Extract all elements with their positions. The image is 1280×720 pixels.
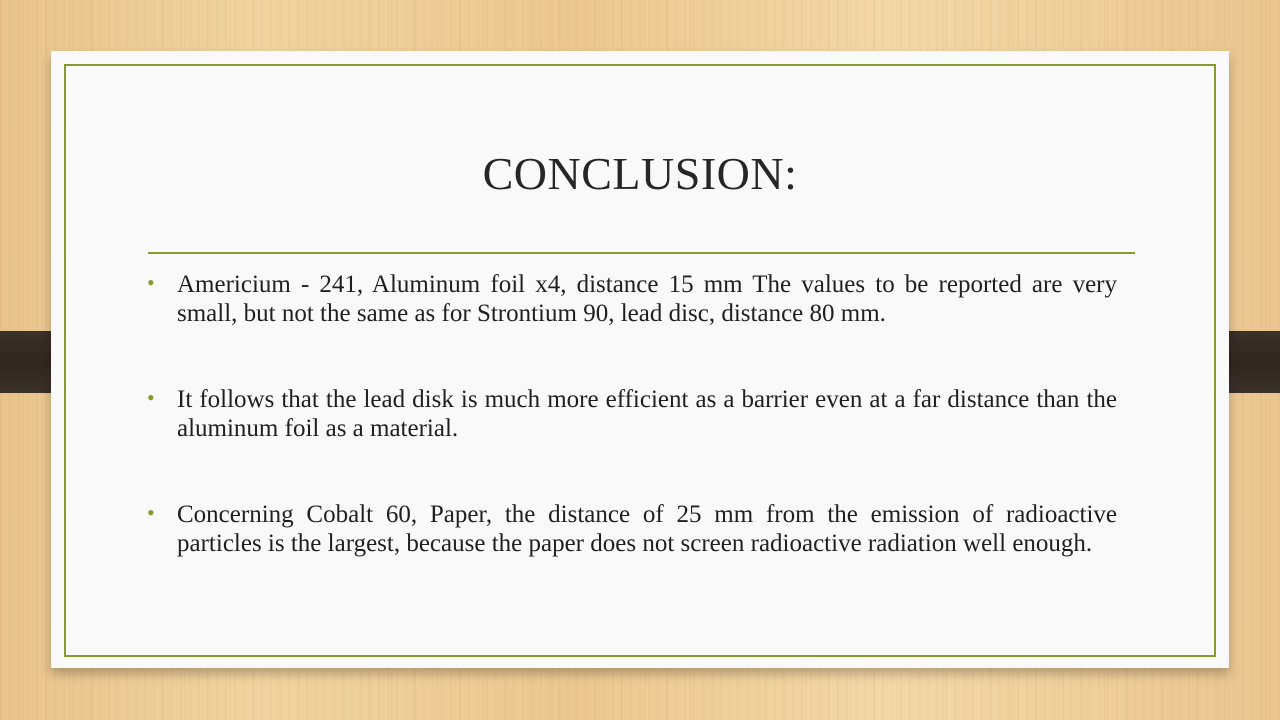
bullet-item <box>147 270 1117 328</box>
bullet-icon: • <box>147 500 155 525</box>
bullet-icon: • <box>147 385 155 410</box>
bullet-text: Americium - 241, Aluminum foil x4, distance 15 mm The values to be reported are very small, but not the same as for Strontium 90, lead disc, distance 80 mm. <box>177 271 1117 327</box>
title-divider <box>148 252 1135 254</box>
bullet-item <box>147 500 1117 558</box>
bullet-icon: • <box>147 270 155 295</box>
slide <box>51 51 1229 668</box>
bullet-text: Concerning Cobalt 60, Paper, the distance of 25 mm from the emission of radioactive particles is the largest, because the paper does not screen radioactive radiation well enough. <box>177 501 1117 557</box>
bullet-text: It follows that the lead disk is much more efficient as a barrier even at a far distance than the aluminum foil as a material. <box>177 386 1117 442</box>
bullet-list <box>147 270 1117 615</box>
bullet-item <box>147 385 1117 443</box>
slide-title: CONCLUSION: <box>482 148 798 199</box>
